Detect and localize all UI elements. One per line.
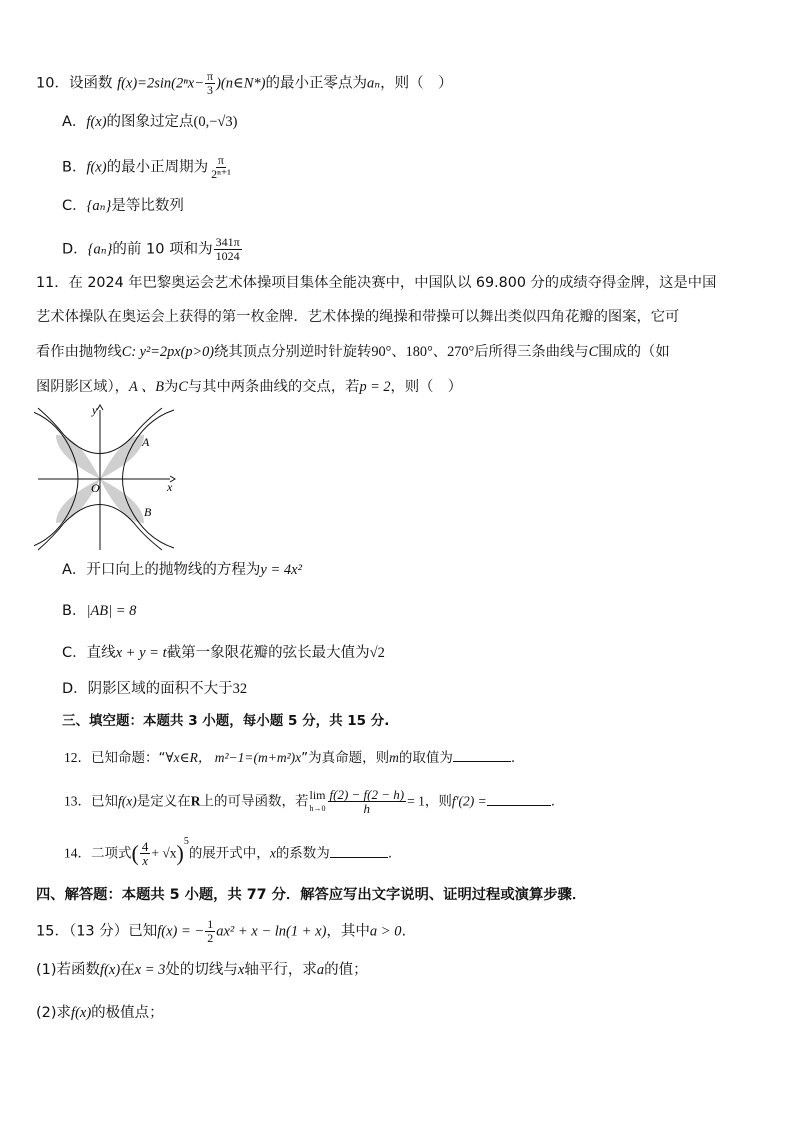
- q11-line-3: 看作由抛物线C: y²=2px(p>0)绕其顶点分别逆时针旋转90°、180°、270°后所得三条曲线与C围成的（如: [36, 344, 670, 360]
- q10-option-b: B．f(x)的最小正周期为 $\frac{\pi}{\text{2ⁿ⁺¹}}$: [62, 153, 231, 181]
- point-a-label: A: [142, 435, 150, 449]
- q10-option-c: C．{aₙ}是等比数列: [62, 198, 184, 214]
- q12-answer-blank[interactable]: [453, 747, 511, 762]
- x-axis-label: x: [167, 480, 173, 494]
- q14: 14．二项式( $\frac{4}{x}$ + √x)$^5$的展开式中，x的系数为 .: [64, 836, 393, 868]
- point-b-label: B: [144, 505, 152, 519]
- q15-sub-2: (2)求f(x)的极值点；: [36, 1005, 164, 1021]
- q10-option-a: A．f(x)的图象过定点(0,−√3): [62, 114, 238, 130]
- q12: 12．已知命题：“∀x∈R， m²−1=(m+m²)x”为真命题，则m的取值为 .: [64, 747, 515, 768]
- y-axis-label: y: [92, 403, 98, 417]
- q11-option-a: A．开口向上的抛物线的方程为y = 4x²: [62, 562, 302, 578]
- q10-option-d: D．{aₙ}的前 10 项和为 $\frac{341\pi}{1024}$: [62, 235, 240, 263]
- q11-option-d: D．阴影区域的面积不大于32: [62, 681, 248, 697]
- q14-paren-close: ): [176, 840, 184, 866]
- petal-first-quadrant: [100, 435, 144, 479]
- q15-stem: 15．（13 分）已知f(x) = − $\frac{1}{2}$ ax² + x − ln(1 + x)，其中a > 0.: [36, 917, 407, 945]
- q13-answer-blank[interactable]: [487, 791, 551, 806]
- q14-answer-blank[interactable]: [330, 843, 388, 858]
- q15-sub-1: (1)若函数f(x)在x = 3处的切线与x轴平行，求a的值；: [36, 962, 368, 978]
- q10-stem: 10．设函数 f(x)=2sin(2ⁿx− $\frac{\pi}{3}$ )(n∈N*)的最小正零点为aₙ，则（ ）: [36, 69, 453, 97]
- q11-option-b: B．|AB| = 8: [62, 603, 137, 619]
- q13: 13．已知f(x)是定义在R上的可导函数，若 lim h→0 $\frac{f(2) - f(2 - h)}{h}$ = 1，则f′(2) = .: [64, 787, 556, 816]
- section-3-title: 三、填空题：本题共 3 小题，每小题 5 分，共 15 分.: [62, 713, 390, 729]
- flower-figure: [34, 402, 184, 552]
- q11-option-c: C．直线x + y = t截第一象限花瓣的弦长最大值为√2: [62, 645, 385, 661]
- q11-line-1: 11．在 2024 年巴黎奥运会艺术体操项目集体全能决赛中，中国队以 69.800 分的成绩夺得金牌，这是中国: [36, 275, 717, 291]
- q11-line-2: 艺术体操队在奥运会上获得的第一枚金牌．艺术体操的绳操和带操可以舞出类似四角花瓣的图案，它可: [36, 309, 680, 325]
- y-axis-arrow: [97, 405, 103, 410]
- q14-paren-open: (: [131, 840, 139, 866]
- petal-fourth-quadrant: [100, 479, 144, 523]
- origin-label: O: [91, 481, 100, 495]
- q11-line-4: 图阴影区域），A 、B为C与其中两条曲线的交点，若p = 2，则（ ）: [36, 379, 463, 395]
- section-4-title: 四、解答题：本题共 5 小题，共 77 分．解答应写出文字说明、证明过程或演算步骤．: [36, 887, 587, 903]
